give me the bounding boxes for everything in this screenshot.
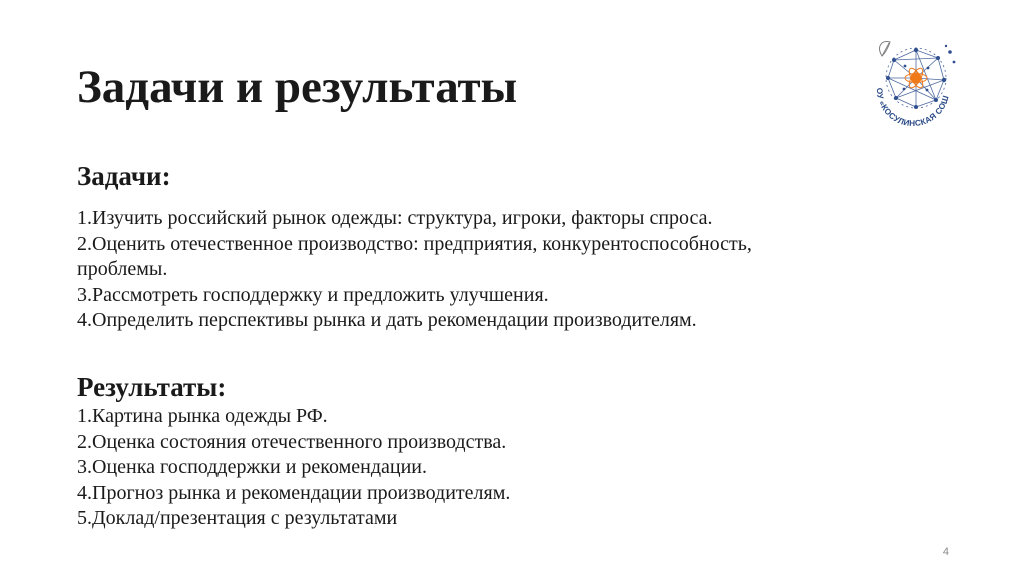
tasks-list-item: 4.Определить перспективы рынка и дать рекомендации производителям. — [77, 309, 697, 331]
school-network-logo-icon — [860, 32, 966, 138]
tasks-list-item: 1.Изучить российский рынок одежды: структура, игроки, факторы спроса. — [77, 207, 713, 229]
tasks-heading: Задачи: — [77, 161, 171, 191]
results-list-item: 5.Доклад/презентация с результатами — [77, 507, 398, 529]
results-heading: Результаты: — [77, 372, 227, 402]
results-list — [77, 404, 977, 532]
tasks-list — [77, 206, 977, 334]
slide-title: Задачи и результаты — [77, 61, 518, 113]
svg-text:МАОУ «КОСУЛИНСКАЯ СОШ №8»: ОУ «КОСУЛИНСКАЯ СОШ — [874, 87, 951, 129]
results-list-item: 3.Оценка господдержки и рекомендации. — [77, 456, 427, 478]
results-list-item: 1.Картина рынка одежды РФ. — [77, 405, 328, 427]
tasks-list-item: проблемы. — [77, 258, 168, 280]
results-list-item: 2.Оценка состояния отечественного производства. — [77, 430, 507, 453]
results-list-item: 4.Прогноз рынка и рекомендации производителям. — [77, 481, 511, 504]
tasks-list-item: 2.Оценить отечественное производство: предприятия, конкурентоспособность, — [77, 232, 752, 255]
school-logo — [860, 32, 966, 138]
page-number: 4 — [942, 546, 949, 558]
tasks-list-item: 3.Рассмотреть господдержку и предложить улучшения. — [77, 283, 549, 306]
